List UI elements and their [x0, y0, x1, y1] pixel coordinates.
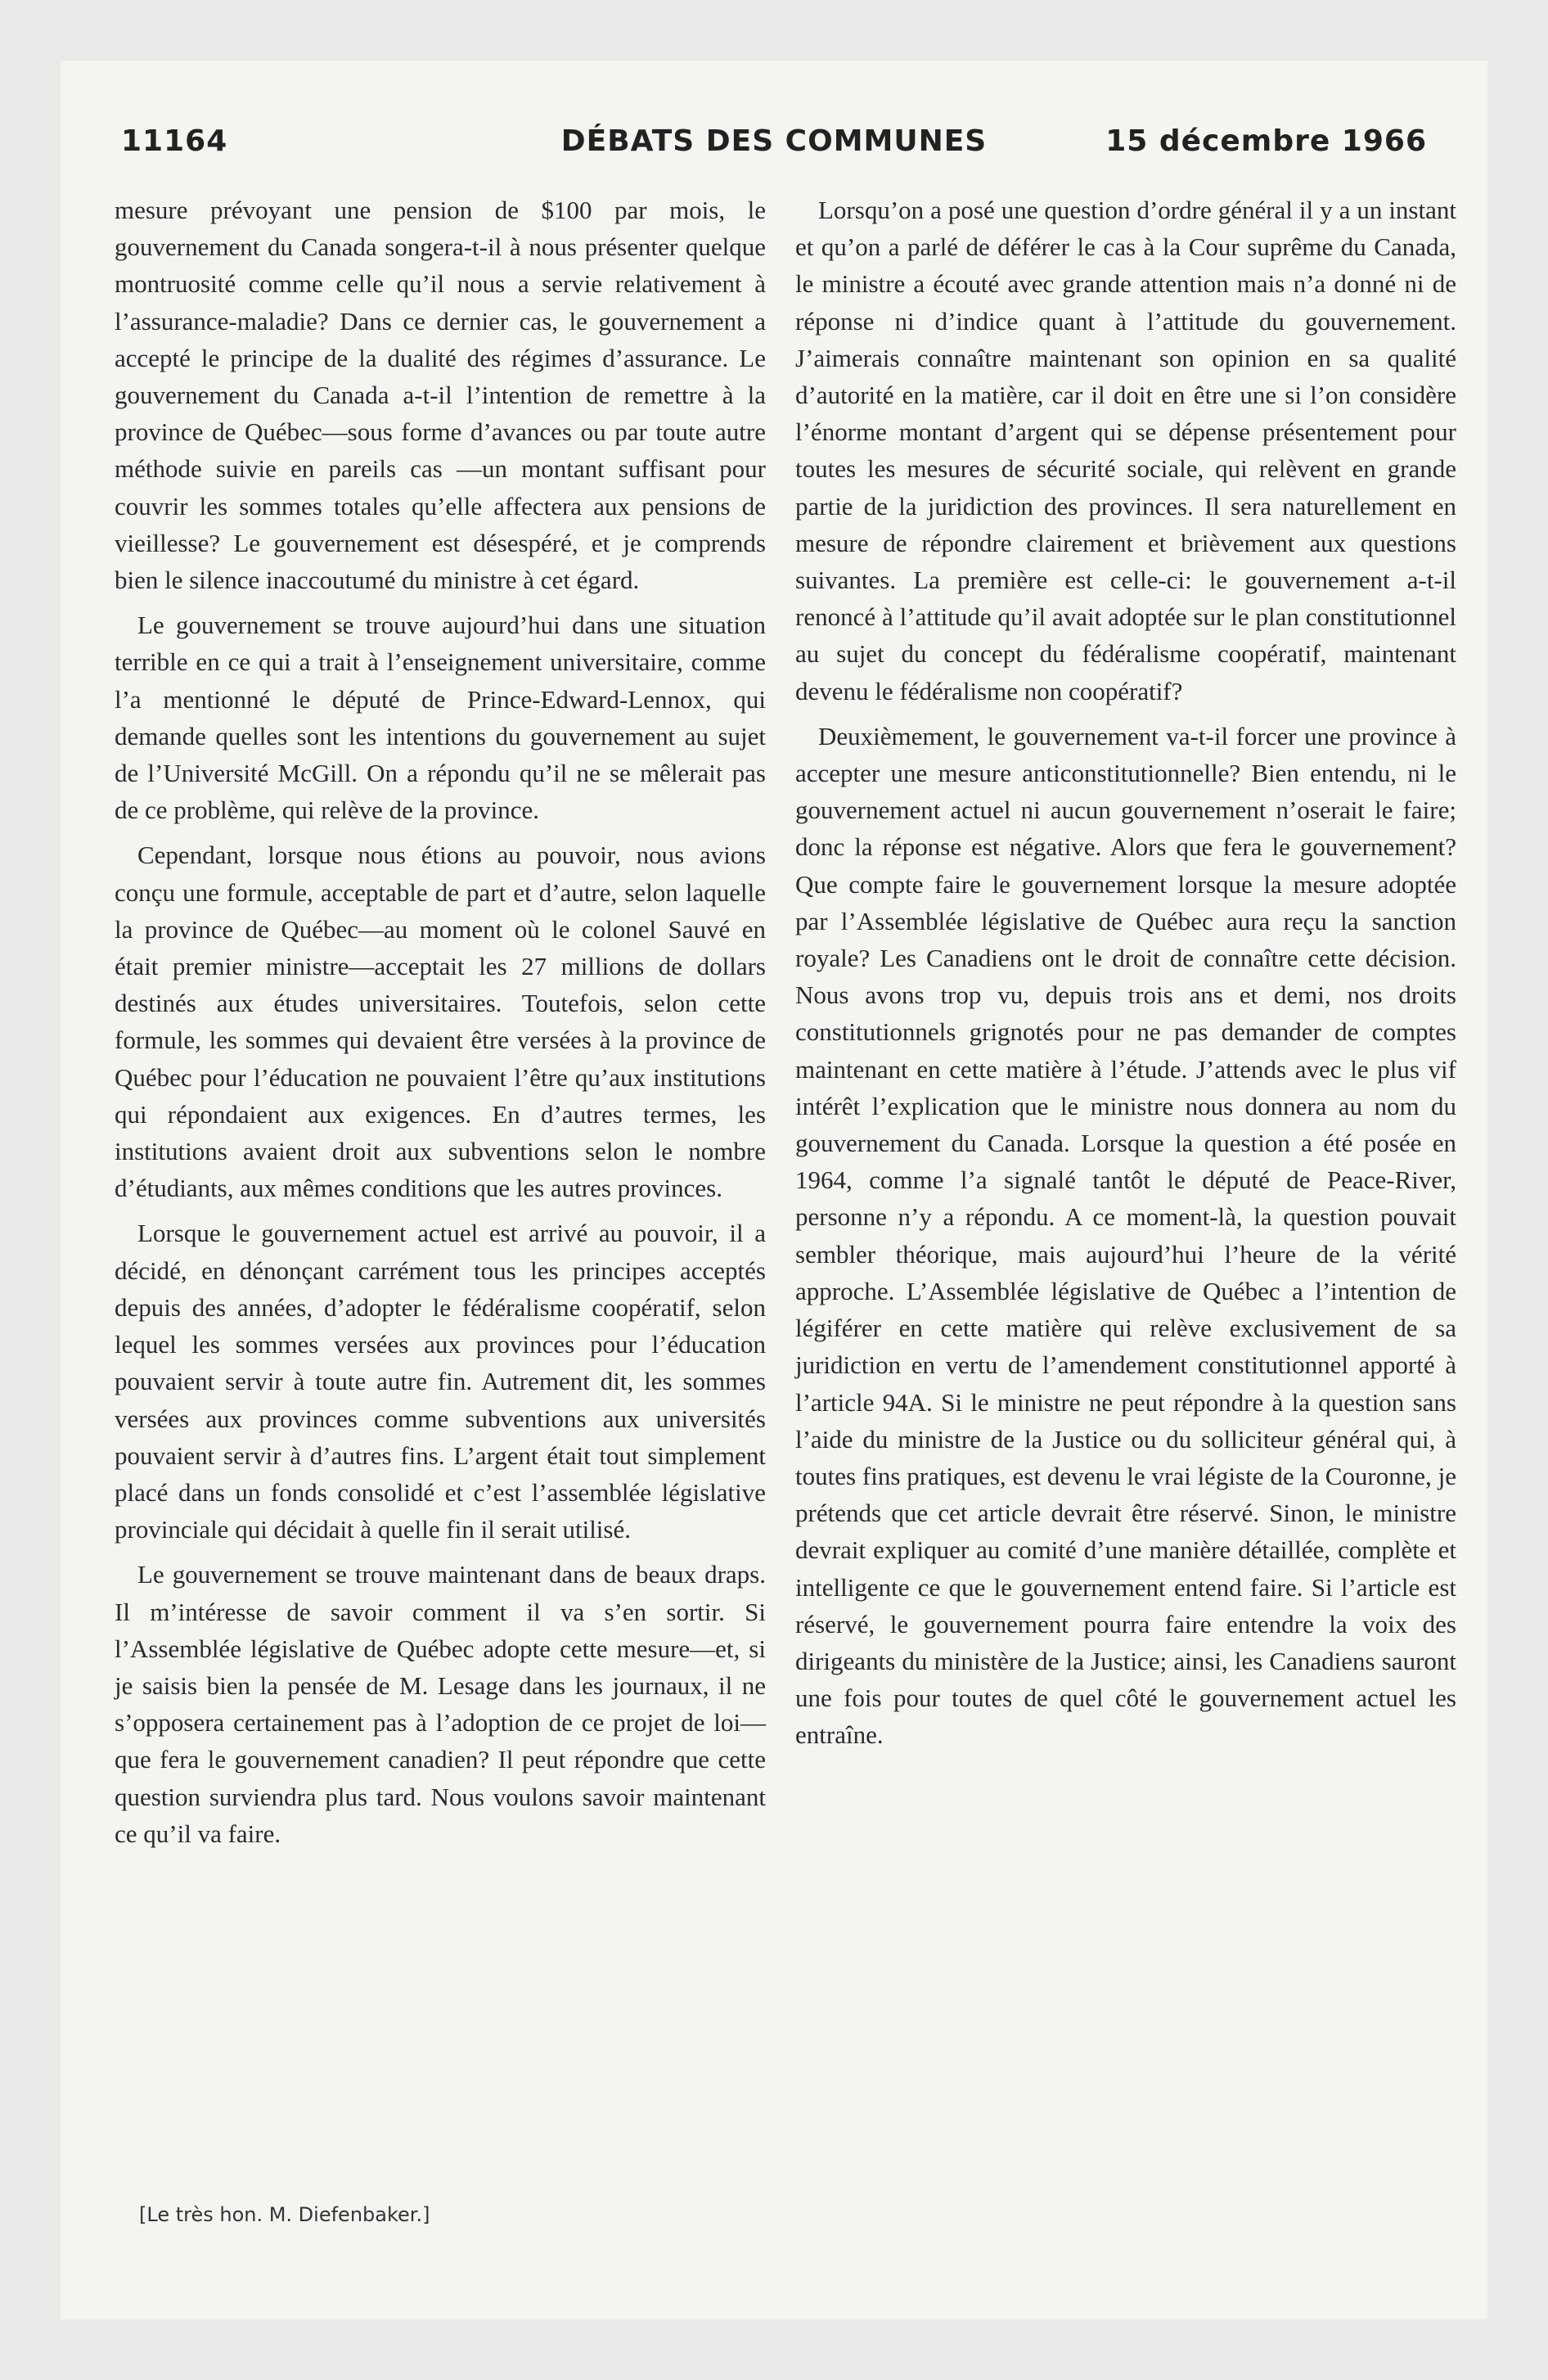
paragraph: Le gouvernement se trouve aujourd’hui dans une situation terrible en ce qui a trait à l’enseignement universitaire, comme l’a mentionné le député de Prince-Edward-Lennox, qui demande quelles sont les intentions du gouvernement au sujet de l’Université McGill. On a répondu qu’il ne se mêlerait pas de ce problème, qui relève de la province. [115, 611, 766, 825]
paragraph: mesure prévoyant une pension de $100 par mois, le gouvernement du Canada songera-t-il à nous présenter quelque montruosité comme celle qu’il nous a servie relativement à l’assurance-maladie? Dans ce dernier cas, le gouvernement a accepté le principe de la dualité des régimes d’assurance. Le gouvernement du Canada a-t-il l’intention de remettre à la province de Québec—sous forme d’avances ou par toute autre méthode suivie en pareils cas —un montant suffisant pour couvrir les sommes totales qu’elle affectera aux pensions de vieillesse? Le gouvernement est désespéré, et je comprends bien le silence inaccoutumé du ministre à cet égard. [115, 196, 766, 595]
paragraph: Le gouvernement se trouve maintenant dans de beaux draps. Il m’intéresse de savoir comment il va s’en sortir. Si l’Assemblée législative de Québec adopte cette mesure—et, si je saisis bien la pensée de M. Lesage dans les journaux, il ne s’opposera certainement pas à l’adoption de ce projet de loi—que fera le gouvernement canadien? Il peut répondre que cette question surviendra plus tard. Nous voulons savoir maintenant ce qu’il va faire. [115, 1560, 766, 1848]
header-date: 15 décembre 1966 [1105, 124, 1427, 158]
speaker-note: [Le très hon. M. Diefenbaker.] [139, 2203, 430, 2226]
paragraph: Deuxièmement, le gouvernement va-t-il forcer une province à accepter une mesure anticonstitutionnelle? Bien entendu, ni le gouvernement actuel ni aucun gouvernement n’oserait le faire; donc la réponse est négative. Alors que fera le gouvernement? Que compte faire le gouvernement lorsque la mesure adoptée par l’Assemblée législative de Québec aura reçu la sanction royale? Les Canadiens ont le droit de connaître cette décision. Nous avons trop vu, depuis trois ans et demi, nos droits constitutionnels grignotés pour ne pas demander de comptes maintenant en cette matière à l’étude. J’attends avec le plus vif intérêt l’explication que le ministre nous donnera au nom du gouvernement du Canada. Lorsque la question a été posée en 1964, comme l’a signalé tantôt le député de Peace-River, personne n’y a répondu. A ce moment-là, la question pouvait sembler théorique, mais aujourd’hui l’heure de la vérité approche. L’Assemblée législative de Québec a l’intention de légiférer en cette matière qui relève exclusivement de sa juridiction en vertu de l’amendement constitutionnel apporté à l’article 94A. Si le ministre ne peut répondre à la question sans l’aide du ministre de la Justice ou du solliciteur général qui, à toutes fins pratiques, est devenu le vrai légiste de la Couronne, je prétends que cet article devrait être réservé. Sinon, le ministre devrait expliquer au comité d’une manière détaillée, complète et intelligente ce que le gouvernement entend faire. Si l’article est réservé, le gouvernement pourra faire entendre la voix des dirigeants du ministère de la Justice; ainsi, les Canadiens sauront une fois pour toutes de quel côté le gouvernement actuel les entraîne. [795, 721, 1456, 1750]
publication-title: DÉBATS DES COMMUNES [560, 124, 988, 158]
page-header [121, 124, 1427, 165]
page-number: 11164 [121, 124, 228, 158]
right-column [795, 192, 1456, 1762]
document-page [61, 61, 1487, 2319]
paragraph: Cependant, lorsque nous étions au pouvoir, nous avions conçu une formule, acceptable de part et d’autre, selon laquelle la province de Québec—au moment où le colonel Sauvé en était premier ministre—acceptait les 27 millions de dollars destinés aux études universitaires. Toutefois, selon cette formule, les sommes qui devaient être versées à la province de Québec pour l’éducation ne pouvaient l’être qu’aux institutions qui répondaient aux exigences. En d’autres termes, les institutions avaient droit aux subventions selon le nombre d’étudiants, aux mêmes conditions que les autres provinces. [115, 841, 766, 1203]
left-column [115, 192, 766, 1860]
paragraph: Lorsque le gouvernement actuel est arrivé au pouvoir, il a décidé, en dénonçant carrément tous les principes acceptés depuis des années, d’adopter le fédéralisme coopératif, selon lequel les sommes versées aux provinces pour l’éducation pouvaient servir à toute autre fin. Autrement dit, les sommes versées aux provinces comme subventions aux universités pouvaient servir à d’autres fins. L’argent était tout simplement placé dans un fonds consolidé et c’est l’assemblée législative provinciale qui décidait à quelle fin il serait utilisé. [115, 1219, 766, 1544]
paragraph: Lorsqu’on a posé une question d’ordre général il y a un instant et qu’on a parlé de déférer le cas à la Cour suprême du Canada, le ministre a écouté avec grande attention mais n’a donné ni de réponse ni d’indice quant à l’attitude du gouvernement. J’aimerais connaître maintenant son opinion en sa qualité d’autorité en la matière, car il doit en être une si l’on considère l’énorme montant d’argent qui se dépense présentement pour toutes les mesures de sécurité sociale, qui relèvent en grande partie de la juridiction des provinces. Il sera naturellement en mesure de répondre clairement et brièvement aux questions suivantes. La première est celle-ci: le gouvernement a-t-il renoncé à l’attitude qu’il avait adoptée sur le plan constitutionnel au sujet du concept du fédéralisme coopératif, maintenant devenu le fédéralisme non coopératif? [795, 196, 1456, 705]
